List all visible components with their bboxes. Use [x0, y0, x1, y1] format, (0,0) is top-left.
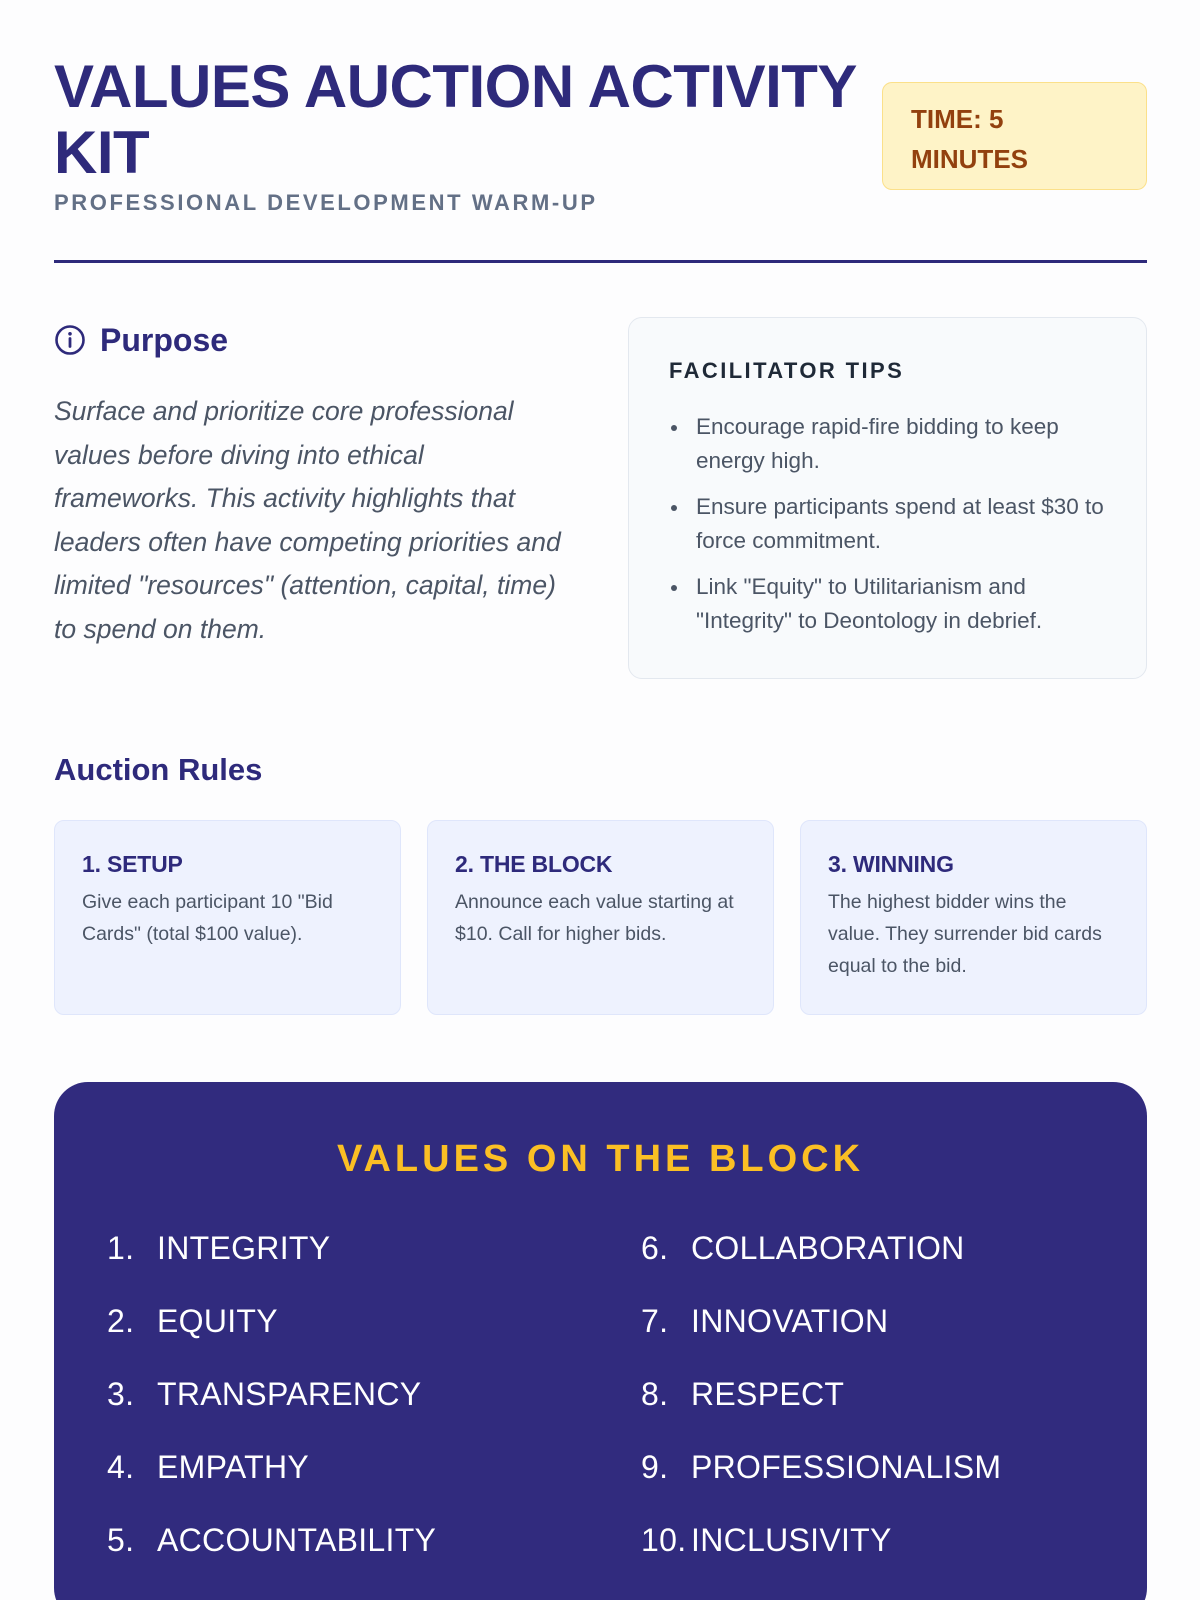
- value-number: 5.: [107, 1522, 135, 1558]
- tip-item: Ensure participants spend at least $30 to force commitment.: [669, 490, 1106, 558]
- value-number: 1.: [107, 1230, 135, 1266]
- time-badge: TIME: 5 MINUTES: [882, 82, 1147, 190]
- value-label: ACCOUNTABILITY: [157, 1522, 437, 1558]
- purpose-title: Purpose: [100, 321, 229, 358]
- values-list-left: [107, 1230, 436, 1595]
- values-title: VALUES ON THE BLOCK: [336, 1138, 865, 1180]
- header: [54, 54, 1147, 264]
- purpose-heading: [54, 318, 574, 362]
- rule-card-title: 3. WINNING: [828, 851, 954, 877]
- page-title: VALUES AUCTION ACTIVITY KIT: [54, 53, 856, 186]
- page-subtitle: PROFESSIONAL DEVELOPMENT WARM-UP: [54, 190, 598, 215]
- value-label: EMPATHY: [157, 1449, 310, 1485]
- value-label: EQUITY: [157, 1303, 278, 1339]
- value-number: 7.: [641, 1303, 669, 1339]
- rule-card-text: Announce each value starting at $10. Call for higher bids.: [455, 891, 734, 945]
- tip-item: Link "Equity" to Utilitarianism and "Integrity" to Deontology in debrief.: [669, 570, 1106, 638]
- rule-card-title: 2. THE BLOCK: [455, 851, 613, 877]
- value-item: [641, 1376, 1001, 1449]
- facilitator-tips-card: [628, 317, 1147, 679]
- value-item: [107, 1303, 436, 1376]
- value-number: 8.: [641, 1376, 669, 1412]
- value-item: [107, 1449, 436, 1522]
- value-label: INTEGRITY: [157, 1230, 331, 1266]
- value-label: COLLABORATION: [691, 1230, 965, 1266]
- value-item: [107, 1522, 436, 1595]
- rule-card-the-block: [427, 820, 774, 1015]
- header-divider: [54, 260, 1147, 263]
- value-number: 10.: [641, 1522, 687, 1558]
- info-icon: [54, 324, 86, 356]
- tip-item: Encourage rapid-fire bidding to keep energy high.: [669, 410, 1106, 478]
- value-item: [641, 1230, 1001, 1303]
- value-label: INCLUSIVITY: [691, 1522, 892, 1558]
- rule-card-text: Give each participant 10 "Bid Cards" (total $100 value).: [82, 891, 333, 945]
- value-item: [641, 1303, 1001, 1376]
- value-item: [641, 1522, 1001, 1595]
- values-list-right: [641, 1230, 1001, 1595]
- value-number: 4.: [107, 1449, 135, 1485]
- value-label: PROFESSIONALISM: [691, 1449, 1002, 1485]
- purpose-text: Surface and prioritize core professional values before diving into ethical frameworks. This activity highlights that leaders often have competing priorities and limited "resources" (attention, capital, time) to spend on them.: [54, 396, 561, 644]
- value-item: [107, 1230, 436, 1303]
- auction-rules-title: Auction Rules: [54, 752, 263, 787]
- purpose-section: [54, 318, 574, 651]
- value-item: [641, 1449, 1001, 1522]
- value-number: 3.: [107, 1376, 135, 1412]
- rule-card-winning: [800, 820, 1147, 1015]
- rule-card-title: 1. SETUP: [82, 851, 183, 877]
- value-number: 2.: [107, 1303, 135, 1339]
- rule-card-text: The highest bidder wins the value. They surrender bid cards equal to the bid.: [828, 891, 1102, 977]
- values-on-the-block: [54, 1082, 1147, 1600]
- facilitator-tips-title: FACILITATOR TIPS: [669, 358, 905, 383]
- rule-card-setup: [54, 820, 401, 1015]
- value-label: INNOVATION: [691, 1303, 889, 1339]
- activity-kit-page: [54, 0, 1147, 1600]
- value-label: RESPECT: [691, 1376, 845, 1412]
- value-number: 9.: [641, 1449, 669, 1485]
- value-label: TRANSPARENCY: [157, 1376, 422, 1412]
- value-number: 6.: [641, 1230, 669, 1266]
- value-item: [107, 1376, 436, 1449]
- facilitator-tips-list: [669, 410, 1106, 638]
